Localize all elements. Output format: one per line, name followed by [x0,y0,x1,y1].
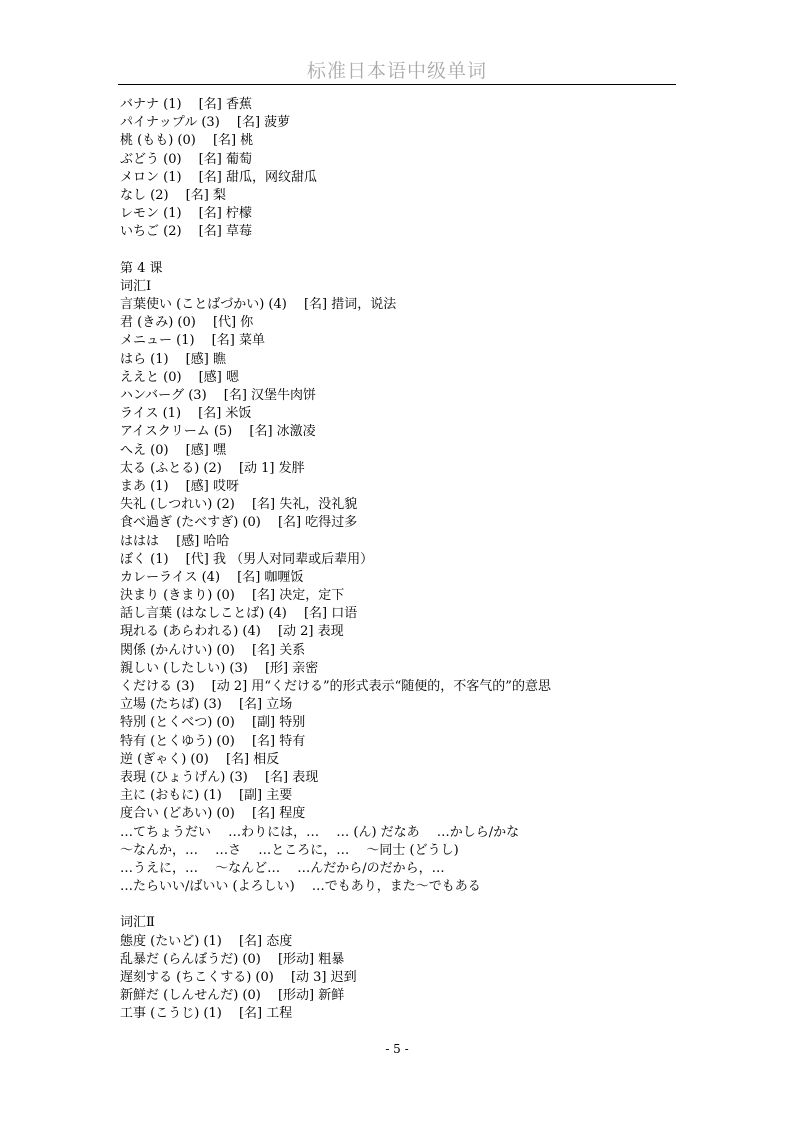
vocabulary-line: 度合い (どあい) (0) [名] 程度 [120,806,306,822]
vocabulary-line: 特有 (とくゆう) (0) [名] 特有 [120,733,306,749]
vocabulary-line: ハンバーグ (3) [名] 汉堡牛肉饼 [120,388,317,403]
vocabulary-line: 新鮮だ (しんせんだ) (0) [形动] 新鲜 [120,988,345,1004]
vocabulary-line: 主に (おもに) (1) [副] 主要 [120,788,293,804]
fruit-vocabulary-block [120,96,720,242]
vocabulary-line: 太る (ふとる) (2) [动 1] 发胖 [120,460,305,476]
vocabulary-line: 親しい (したしい) (3) [形] 亲密 [120,660,319,676]
vocabulary-line: メニュー (1) [名] 菜单 [120,333,265,349]
vocabulary-line: 表現 (ひょうげん) (3) [名] 表现 [120,769,319,785]
vocabulary-line: 第 4 课 [120,260,163,276]
vocabulary-line: ～なんか，… …さ …ところに，… ～同士 (どうし) [120,842,459,858]
vocabulary-line: 乱暴だ (らんぼうだ) (0) [形动] 粗暴 [120,951,345,967]
vocabulary-line: …たらいい/ばいい (よろしい) …でもあり，また～でもある [120,879,481,895]
vocabulary-line: 特別 (とくべつ) (0) [副] 特别 [120,715,306,731]
vocabulary-line: くだける (3) [动 2] 用“くだける”的形式表示“随便的，不客气的”的意思 [120,679,551,694]
vocabulary-line: 失礼 (しつれい) (2) [名] 失礼，没礼貌 [120,497,358,513]
vocabulary-line: ライス (1) [名] 米饭 [120,406,252,422]
vocabulary-line: まあ (1) [感] 哎呀 [120,478,239,494]
vocabulary-list [120,96,720,1024]
vocabulary-line: へえ (0) [感] 嘿 [120,442,226,458]
vocabulary-line: 食べ過ぎ (たべすぎ) (0) [名] 吃得过多 [120,515,358,531]
vocabulary-line: …うえに，… ～なんど… …んだから/のだから，… [120,860,445,876]
header-divider [118,84,676,85]
vocabulary-line: 君 (きみ) (0) [代] 你 [120,315,254,331]
vocabulary-line: 逆 (ぎゃく) (0) [名] 相反 [120,751,280,767]
vocabulary-line: なし (2) [名] 梨 [120,187,226,203]
vocabulary-line: 工事 (こうじ) (1) [名] 工程 [120,1006,293,1022]
vocabulary-line: 決まり (きまり) (0) [名] 决定，定下 [120,588,345,604]
vocabulary-line: バナナ (1) [名] 香蕉 [120,97,252,112]
vocabulary-line: 遅刻する (ちこくする) (0) [动 3] 迟到 [120,970,357,985]
vocabulary-line: ええと (0) [感] 嗯 [120,369,239,385]
vocabulary-line: レモン (1) [名] 柠檬 [120,206,252,222]
vocabulary-line: 現れる (あらわれる) (4) [动 2] 表现 [120,624,344,640]
vocabulary-line: 言葉使い (ことばづかい) (4) [名] 措词，说法 [120,297,397,313]
vocabulary-line: パイナップル (3) [名] 菠萝 [120,115,291,131]
vocabulary-line: 词汇Ⅱ [120,915,155,931]
lesson-4-vocabulary-2-block [120,914,720,1023]
lesson-4-vocabulary-1-block [120,260,720,897]
vocabulary-line: 話し言葉 (はなしことば) (4) [名] 口语 [120,606,358,622]
vocabulary-line: メロン (1) [名] 甜瓜，网纹甜瓜 [120,169,317,185]
page-header-title: 标准日本语中级单词 [306,60,487,82]
vocabulary-line: 桃 (もも) (0) [名] 桃 [120,133,254,149]
page-number: - 5 - [385,1042,409,1056]
vocabulary-line: カレーライス (4) [名] 咖喱饭 [120,569,304,585]
vocabulary-line: …てちょうだい …わりには，… … (ん) だなあ …かしら/かな [120,824,520,840]
vocabulary-line: ぼく (1) [代] 我 （男人对同辈或后辈用） [120,551,374,567]
vocabulary-line: 関係 (かんけい) (0) [名] 关系 [120,642,306,658]
vocabulary-line: ぶどう (0) [名] 葡萄 [120,151,252,167]
vocabulary-line: いちご (2) [名] 草莓 [120,224,252,240]
blank-line [120,242,720,260]
vocabulary-line: アイスクリーム (5) [名] 冰激凌 [120,424,316,440]
vocabulary-line: 態度 (たいど) (1) [名] 态度 [120,933,293,949]
vocabulary-line: 词汇Ⅰ [120,278,152,294]
vocabulary-line: ははは [感] 哈哈 [120,533,230,549]
vocabulary-line: はら (1) [感] 瞧 [120,351,226,367]
blank-line [120,896,720,914]
vocabulary-line: 立場 (たちば) (3) [名] 立场 [120,697,293,713]
